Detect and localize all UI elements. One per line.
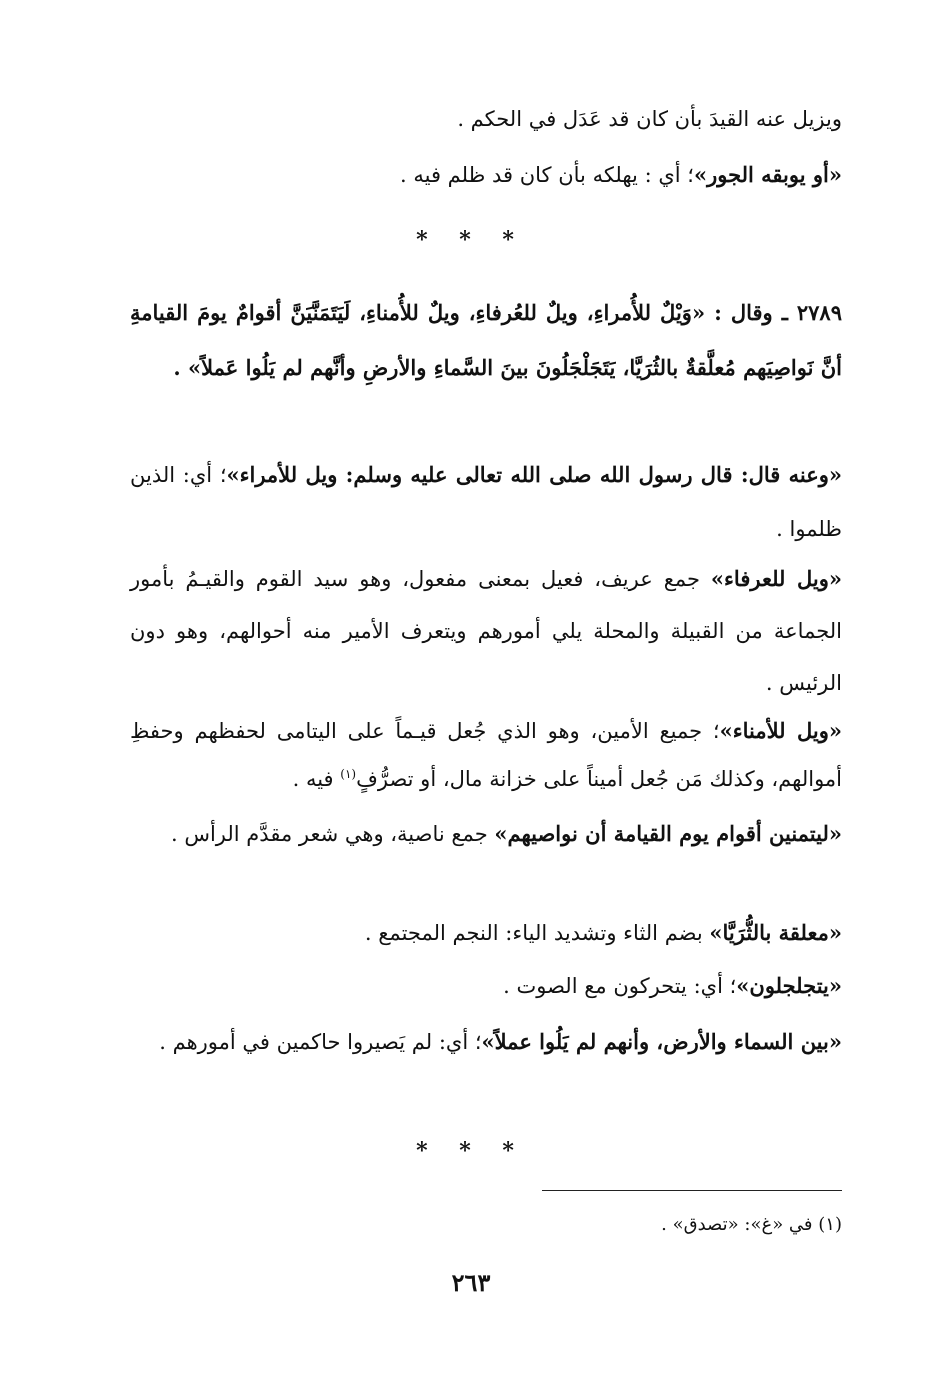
- quoted-phrase: «ليتمنين أقوام يوم القيامة أن نواصيهم»: [494, 821, 842, 846]
- commentary-paragraph: [130, 553, 842, 709]
- hadith-text: [130, 285, 842, 395]
- paragraph-text: ؛ جميع الأمين، وهو الذي جُعل قيـماً على اليتامى لحفظهم وحفظِ أموالهم، وكذلك مَن جُعل أميناً على خزانة مال، أو تصرُّفٍ: [130, 719, 842, 791]
- commentary-paragraph: [130, 707, 842, 803]
- quoted-phrase: «أو يوبقه الجور»: [693, 162, 842, 187]
- paragraph-text: جمع عريف، فعيل بمعنى مفعول، وهو سيد القوم والقيـمُ بأمور الجماعة من القبيلة والمحلة يلي أمورهم ويتعرف الأمير منه أحوالهم، وهو دون الرئيس .: [130, 567, 842, 695]
- commentary-paragraph: [130, 1016, 842, 1068]
- paragraph-text: ؛ أي: الذين ظلموا .: [130, 463, 842, 541]
- quoted-phrase: «يتجلجلون»: [736, 973, 842, 998]
- commentary-paragraph: [130, 910, 842, 956]
- text-line: [130, 96, 842, 142]
- commentary-paragraph: [130, 448, 842, 556]
- paragraph-text: ؛ أي: لم يَصيروا حاكمين في أمورهم .: [159, 1030, 482, 1054]
- commentary-paragraph: [130, 963, 842, 1009]
- paragraph-text: جمع ناصية، وهي شعر مقدَّم الرأس .: [170, 822, 495, 846]
- text-line: [130, 152, 842, 198]
- hadith-number: ٢٧٨٩ ـ وقال :: [714, 300, 842, 325]
- quoted-phrase: «ويل للعرفاء»: [710, 566, 842, 591]
- hadith-body: «وَيْلٌ للأُمراءِ، ويلٌ للعُرفاءِ، ويلٌ للأُمناءِ، لَيَتَمَنَّيَنَّ أقوامٌ يومَ القيامةِ أنَّ نَواصِيَهم مُعلَّقةٌ بالثُرَيَّا، يَتَجَلْجَلُونَ بينَ السَّماءِ والأرضِ وأنَّهم لم يَلُوا عَملاً» .: [130, 300, 842, 380]
- quoted-phrase: «معلقة بالثُّرَيَّا»: [709, 920, 842, 945]
- line-text: ويزيل عنه القيدَ بأن كان قد عَدَل في الحكم .: [457, 107, 842, 131]
- footnote-rule: [542, 1190, 842, 1191]
- footnote: (١) في «غ»: «تصدق» .: [661, 1214, 842, 1235]
- page-number: ٢٦٣: [451, 1268, 491, 1297]
- section-separator: * * *: [416, 1138, 526, 1164]
- quoted-phrase: «وعنه قال: قال رسول الله صلى الله تعالى عليه وسلم: ويل للأمراء»: [226, 462, 842, 487]
- section-separator: * * *: [416, 227, 526, 253]
- footnote-marker[interactable]: (١): [340, 767, 357, 781]
- paragraph-text: بضم الثاء وتشديد الياء: النجم المجتمع .: [364, 921, 710, 945]
- commentary-paragraph: [130, 808, 842, 860]
- paragraph-text: ؛ أي: يتحركون مع الصوت .: [503, 974, 737, 998]
- quoted-phrase: «بين السماء والأرض، وأنهم لم يَلُوا عملاً»: [481, 1029, 842, 1054]
- quoted-phrase: «ويل للأمناء»: [719, 718, 842, 743]
- line-text: ؛ أي : يهلكه بأن كان قد ظلم فيه .: [400, 163, 694, 187]
- paragraph-text: فيه .: [292, 767, 341, 791]
